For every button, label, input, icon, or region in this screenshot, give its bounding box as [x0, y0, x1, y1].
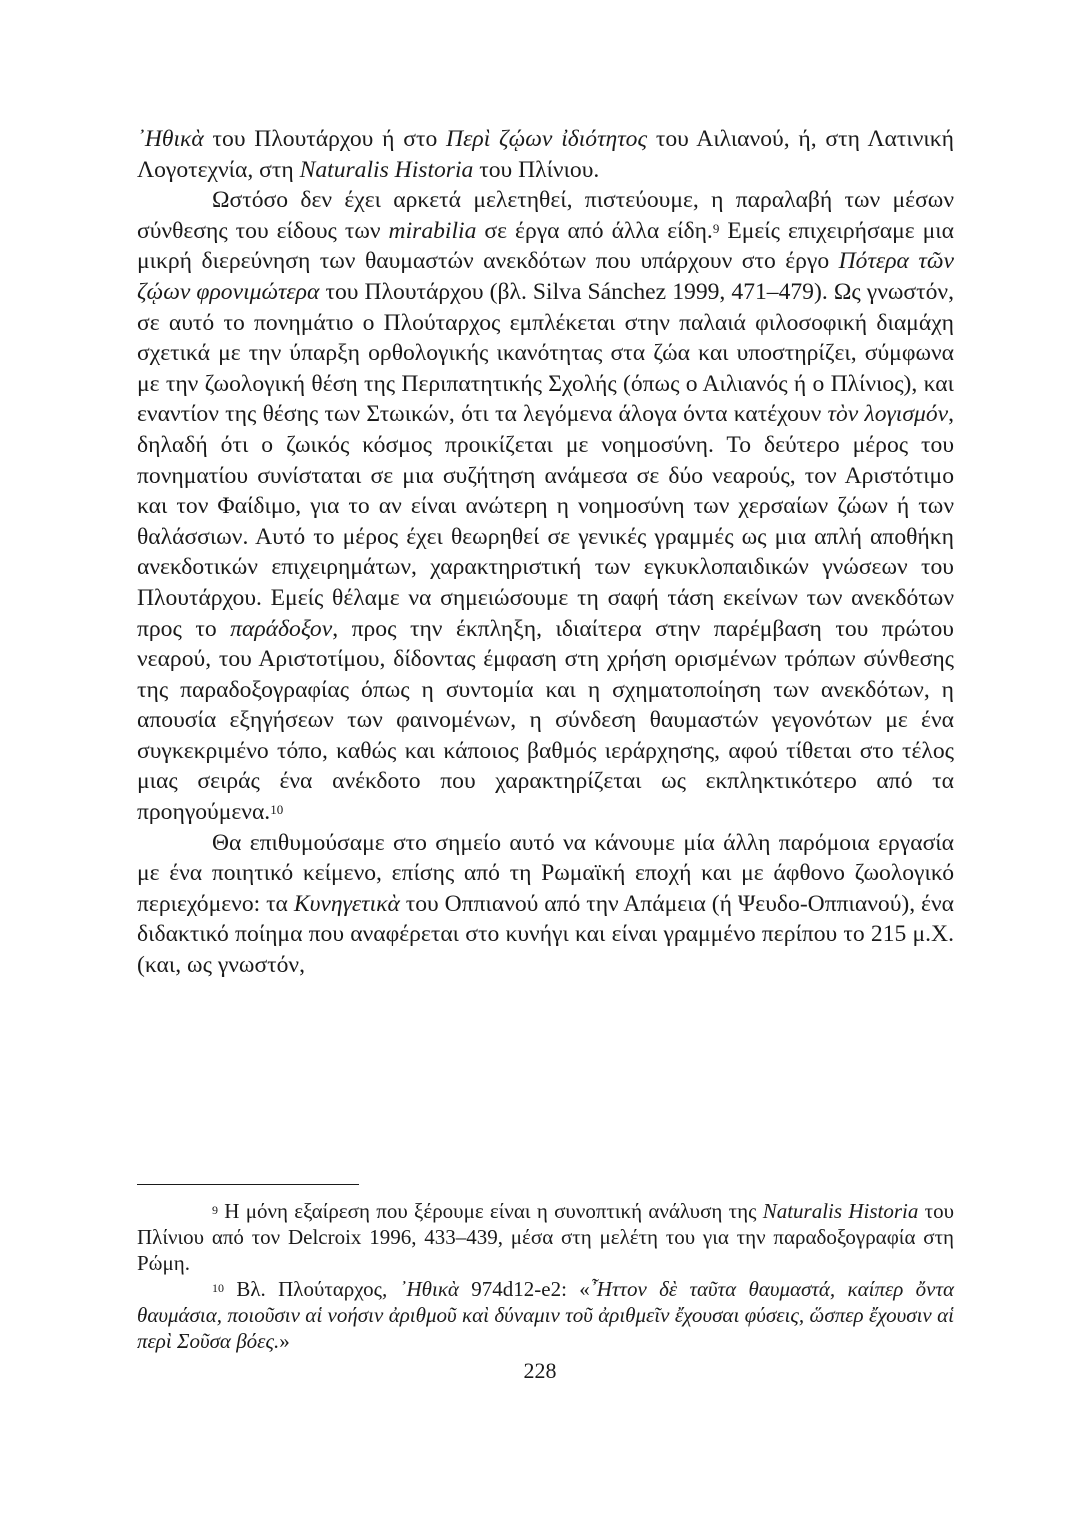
footnote-9: [137, 1198, 954, 1276]
italic-title: Κυνηγετικὰ: [293, 890, 400, 917]
footnote-separator: [137, 1184, 359, 1185]
text-run: , δηλαδή ότι ο ζωικός κόσμος προικίζεται με νοημοσύνη. Το δεύτερο μέρος του πονηματίου συνίσταται σε μια συζήτηση ανάμεσα σε δύο νεαρούς, τον Αριστότιμο και τον Φαίδιμο, για το αν είναι ανώτερη η νοημοσύνη των χερσαίων ζώων ή των θαλάσσιων. Αυτό το μέρος έχει θεωρηθεί σε γενικές γραμμές ως μια απλή αποθήκη ανεκδοτικών επιχειρημάτων, χαρακτηριστική των εγκυκλοπαιδικών γνώσεων του Πλουτάρχου. Εμείς θέλαμε να σημειώσουμε τη σαφή τάση εκείνων των ανεκδότων προς το: [137, 401, 954, 642]
italic-title: Περὶ ζῴων ἰδιότητος: [446, 126, 648, 152]
text-run: σε έργα από άλλα είδη.: [476, 217, 713, 244]
text-run: του Πλουτάρχου ή στο: [203, 126, 447, 152]
footnote-ref-10[interactable]: 10: [270, 802, 284, 818]
italic-title: Naturalis Historia: [299, 156, 474, 183]
footnote-10: [137, 1276, 954, 1354]
italic-title: Πότερα τῶν ζῴων φρονιμώτερα: [137, 248, 954, 305]
paragraph-2: [137, 185, 954, 827]
text-run: του Πλουτάρχου (βλ. Silva Sánchez 1999, 471–479). Ως γνωστόν, σε αυτό το πονημάτιο ο Πλούταρχος εμπλέκεται στην παλαιά φιλοσοφική διαμάχη σχετικά με την ύπαρξη ορθολογικής ικανότητας στα ζώα και υποστηρίζει, σύμφωνα με την ζωολογική θέση της Περιπατητικής Σχολής (όπως ο Αιλιανός ή ο Πλίνιος), και εναντίον της θέσης των Στωικών, ότι τα λεγόμενα άλογα όντα κατέχουν: [137, 278, 954, 428]
text-run: Θα επιθυμούσαμε στο σημείο αυτό να κάνουμε μία άλλη παρόμοια εργασία με ένα ποιητικό κείμενο, επίσης από τη Ρωμαϊκή εποχή και με άφθονο ζωολογικό περιεχόμενο: τα: [137, 829, 954, 917]
italic-term: παράδοξον: [230, 615, 333, 642]
text-run: »: [279, 1329, 290, 1353]
text-run: Ωστόσο δεν έχει αρκετά μελετηθεί, πιστεύουμε, η παραλαβή των μέσων σύνθεσης του είδους των: [137, 187, 954, 244]
text-run: του Πλίνιου.: [473, 156, 600, 183]
italic-title: ᾿Ηθικὰ: [137, 126, 204, 152]
italic-quote: ῏Ηττον δὲ ταῦτα θαυμαστά, καίπερ ὄντα θαυμάσια, ποιοῦσιν αἱ νοήσιν ἀριθμοῦ καὶ δύναμιν τοῦ ἀριθμεῖν ἔχουσαι φύσεις, ὥσπερ ἔχουσιν αἱ περὶ Σοῦσα βόες.: [137, 1277, 955, 1353]
footnotes: [137, 1198, 954, 1354]
text-run: 974d12-e2: «: [458, 1277, 590, 1301]
italic-term: τὸν λογισμόν: [827, 401, 949, 428]
italic-title: Naturalis Historia: [762, 1199, 919, 1223]
text-run: του Πλίνιου από τον Delcroix 1996, 433–439, μέσα στη μελέτη του για την παραδοξογραφία στη Ρώμη.: [137, 1199, 955, 1275]
text-run: , προς την έκπληξη, ιδιαίτερα στην παρέμβαση του πρώτου νεαρού, του Αριστοτίμου, δίδοντας έμφαση στη χρήση ορισμένων τρόπων σύνθεσης της παραδοξογραφίας όπως η συντομία και η σχηματοποίηση των ανεκδότων, η απουσία εξηγήσεων των φαινομένων, η σύνδεση θαυμαστών γεγονότων με ένα συγκεκριμένο τόπο, καθώς και κάποιος βαθμός ιεράρχησης, αφού τίθεται στο τέλος μιας σειράς ένα ανέκδοτο που χαρακτηρίζεται ως εκπληκτικότερο από τα προηγούμενα.: [137, 615, 954, 826]
italic-term: mirabilia: [388, 217, 477, 244]
footnote-ref-9[interactable]: 9: [712, 220, 720, 236]
main-text: [137, 124, 954, 981]
footnote-number: 9: [212, 1203, 218, 1217]
italic-title: , ᾿Ηθικὰ: [381, 1277, 459, 1301]
paragraph-1: [137, 124, 954, 185]
text-run: Η μόνη εξαίρεση που ξέρουμε είναι η συνοπτική ανάλυση της: [218, 1199, 763, 1223]
text-run: του Αιλιανού, ή, στη Λατινική Λογοτεχνία, στη: [137, 126, 954, 183]
text-run: Βλ. Πλούταρχος: [224, 1277, 382, 1301]
text-run: του Οππιανού από την Απάμεια (ή Ψευδο-Οππιανού), ένα διδακτικό ποίημα που αναφέρεται στο κυνήγι και είναι γραμμένο περίπου το 215 μ.Χ. (και, ως γνωστόν,: [137, 890, 954, 979]
page-number: 228: [523, 1358, 557, 1383]
text-run: Εμείς επιχειρήσαμε μια μικρή διερεύνηση των θαυμαστών ανεκδότων που υπάρχουν στο έργο: [137, 217, 954, 275]
paragraph-3: [137, 828, 954, 981]
footnote-number: 10: [212, 1281, 224, 1295]
